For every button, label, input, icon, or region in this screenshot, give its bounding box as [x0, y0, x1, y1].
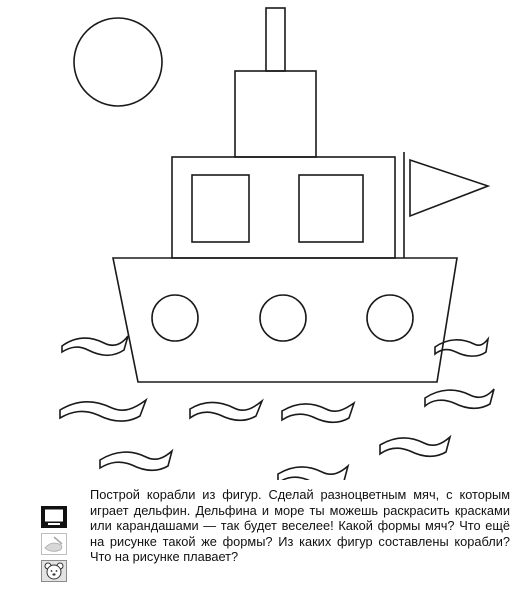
ship-hull [113, 258, 457, 382]
bridge [235, 71, 316, 157]
bear-face-icon [41, 560, 67, 582]
monitor-icon [41, 506, 67, 528]
wave [100, 451, 172, 470]
cabin-window-right [299, 175, 363, 242]
wave [425, 389, 494, 408]
porthole-1 [152, 295, 198, 341]
task-instruction: Построй корабли из фигур. Сделай разноцветным мяч, с которым играет дельфин. Дельфина и море ты можешь раскрасить красками или карандашами — так будет веселее! Какой формы мяч? Что ещё на рисунке такой же формы? Из каких фигур составлены корабли? Что на рисунке плавает? [90, 487, 510, 565]
porthole-3 [367, 295, 413, 341]
cabin [172, 157, 395, 258]
sun-circle [74, 18, 162, 106]
wave [62, 336, 128, 355]
chimney [266, 8, 285, 71]
cabin-window-left [192, 175, 249, 242]
wave [190, 401, 262, 420]
paint-icon [41, 533, 67, 555]
flag [410, 160, 488, 216]
wave [380, 437, 450, 456]
porthole-2 [260, 295, 306, 341]
wave [60, 400, 146, 421]
wave [282, 403, 354, 422]
wave [278, 466, 348, 480]
